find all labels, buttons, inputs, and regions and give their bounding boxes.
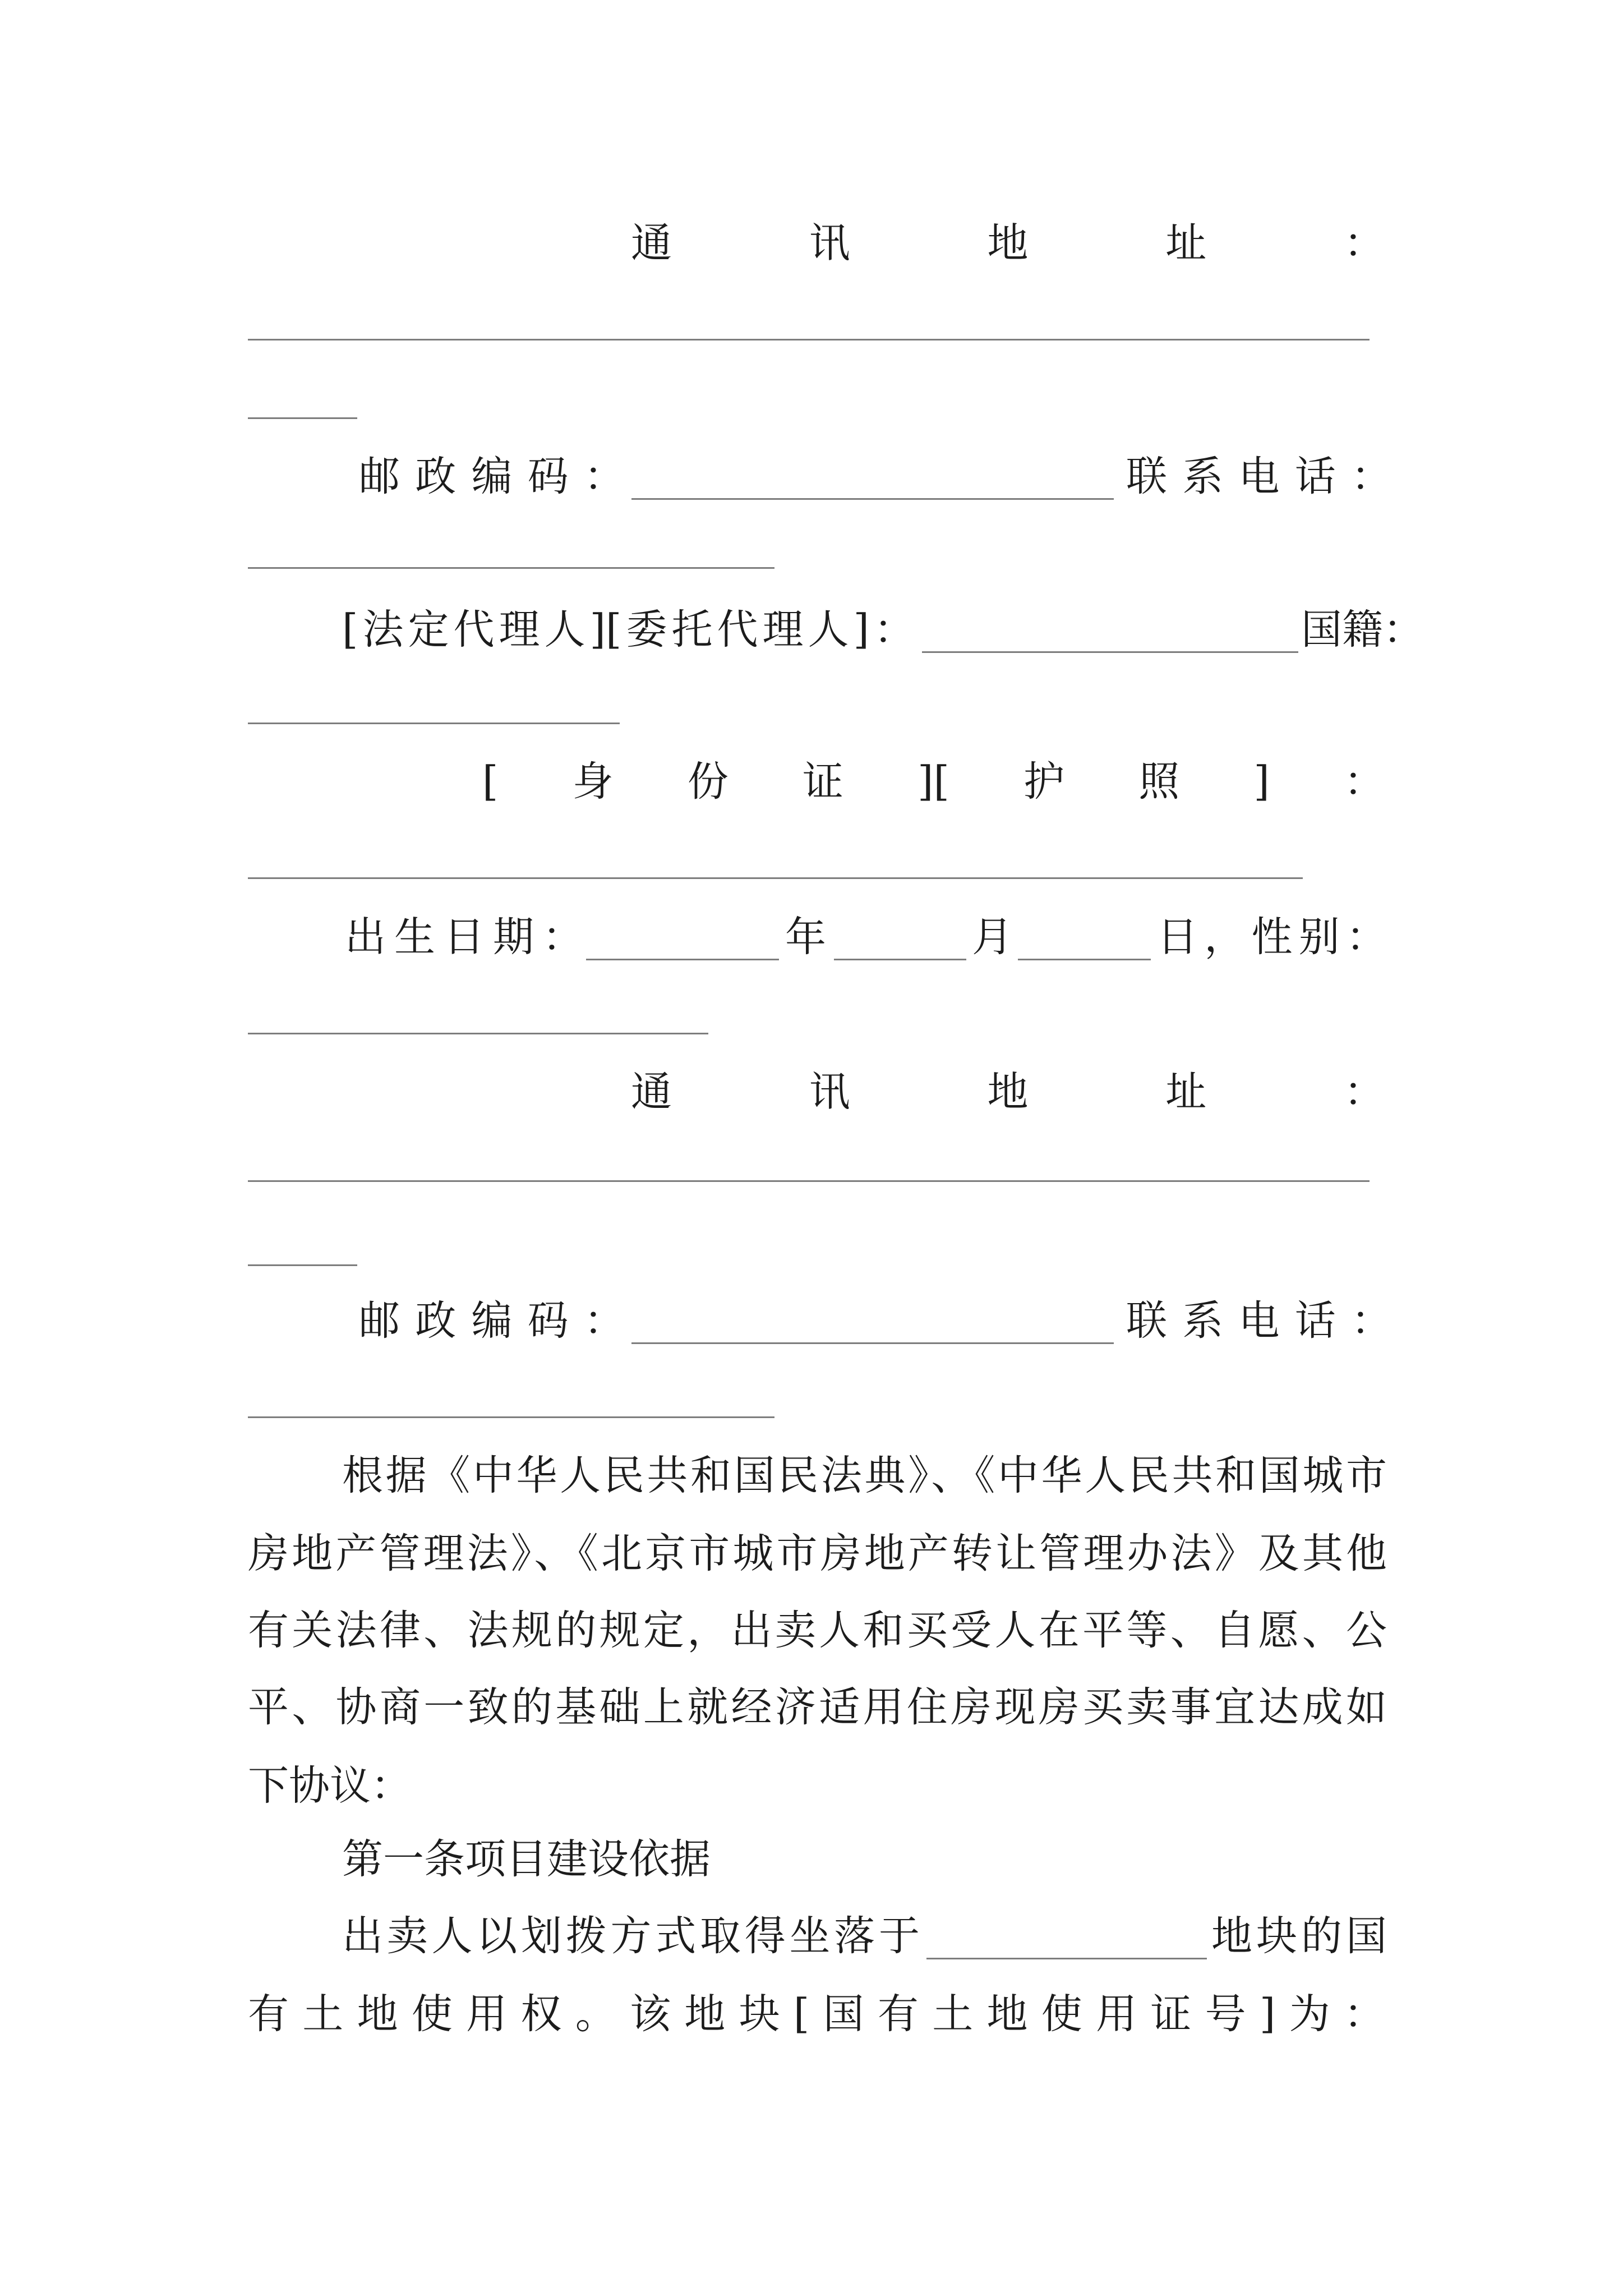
- agent-birth-date-label: 出生日期：: [345, 913, 583, 961]
- agent-phone-label: 联系电话：: [1126, 1297, 1392, 1345]
- agent-address-blank: [248, 1180, 1370, 1182]
- agent-birth-day-blank: [1018, 959, 1151, 960]
- article-1-title: 第一条项目建设依据: [342, 1835, 711, 1883]
- agent-address-label: 通讯地址：: [631, 1068, 1385, 1116]
- agent-birth-year-blank: [586, 959, 779, 960]
- agent-birth-month-blank: [834, 959, 966, 960]
- agent-name-blank: [922, 651, 1298, 653]
- agent-id-number-blank: [248, 877, 1303, 879]
- preamble-line: 根据《中华人民共和国民法典》、《中华人民共和国城市: [342, 1452, 1387, 1499]
- party-phone-label: 联系电话：: [1126, 453, 1392, 500]
- article-1-text-before-blank: 出卖人以划拨方式取得坐落于: [342, 1912, 920, 1960]
- agent-postal-code-label: 邮政编码：: [359, 1297, 625, 1345]
- agent-month-label: 月: [972, 913, 1013, 961]
- party-address-blank: [248, 339, 1370, 341]
- party-address-label: 通讯地址：: [631, 219, 1385, 267]
- party-postal-code-label: 邮政编码：: [359, 453, 625, 500]
- agent-nationality-label: 国籍：: [1301, 606, 1424, 654]
- article-1-text-after-blank: 地块的国: [1211, 1912, 1387, 1960]
- agent-nationality-blank: [248, 723, 620, 724]
- agent-address-blank-end: [248, 1264, 357, 1266]
- agent-postal-code-blank: [631, 1342, 1114, 1344]
- preamble-line: 房地产管理法》、《北京市城市房地产转让管理办法》及其他: [248, 1530, 1387, 1577]
- agent-phone-blank: [248, 1416, 774, 1418]
- article-1-next-line: 有土地使用权。该地块[国有土地使用证号]为：: [248, 1990, 1385, 2038]
- party-postal-code-blank: [631, 498, 1114, 500]
- party-phone-blank: [248, 567, 774, 569]
- agent-role-label: [法定代理人][委托代理人]：: [342, 606, 915, 654]
- preamble-line: 有关法律、法规的规定，出卖人和买受人在平等、自愿、公: [248, 1607, 1387, 1654]
- preamble-line: 下协议：: [248, 1762, 412, 1810]
- party-address-blank-end: [248, 417, 357, 419]
- agent-year-label: 年: [785, 913, 826, 961]
- agent-id-type-label: [身份证][护照]：: [482, 758, 1385, 806]
- article-1-location-blank: [926, 1958, 1207, 1959]
- preamble-line: 平、协商一致的基础上就经济适用住房现房买卖事宜达成如: [248, 1683, 1387, 1731]
- agent-gender-blank: [248, 1033, 708, 1034]
- agent-day-gender-label: 日，性别：: [1157, 913, 1387, 961]
